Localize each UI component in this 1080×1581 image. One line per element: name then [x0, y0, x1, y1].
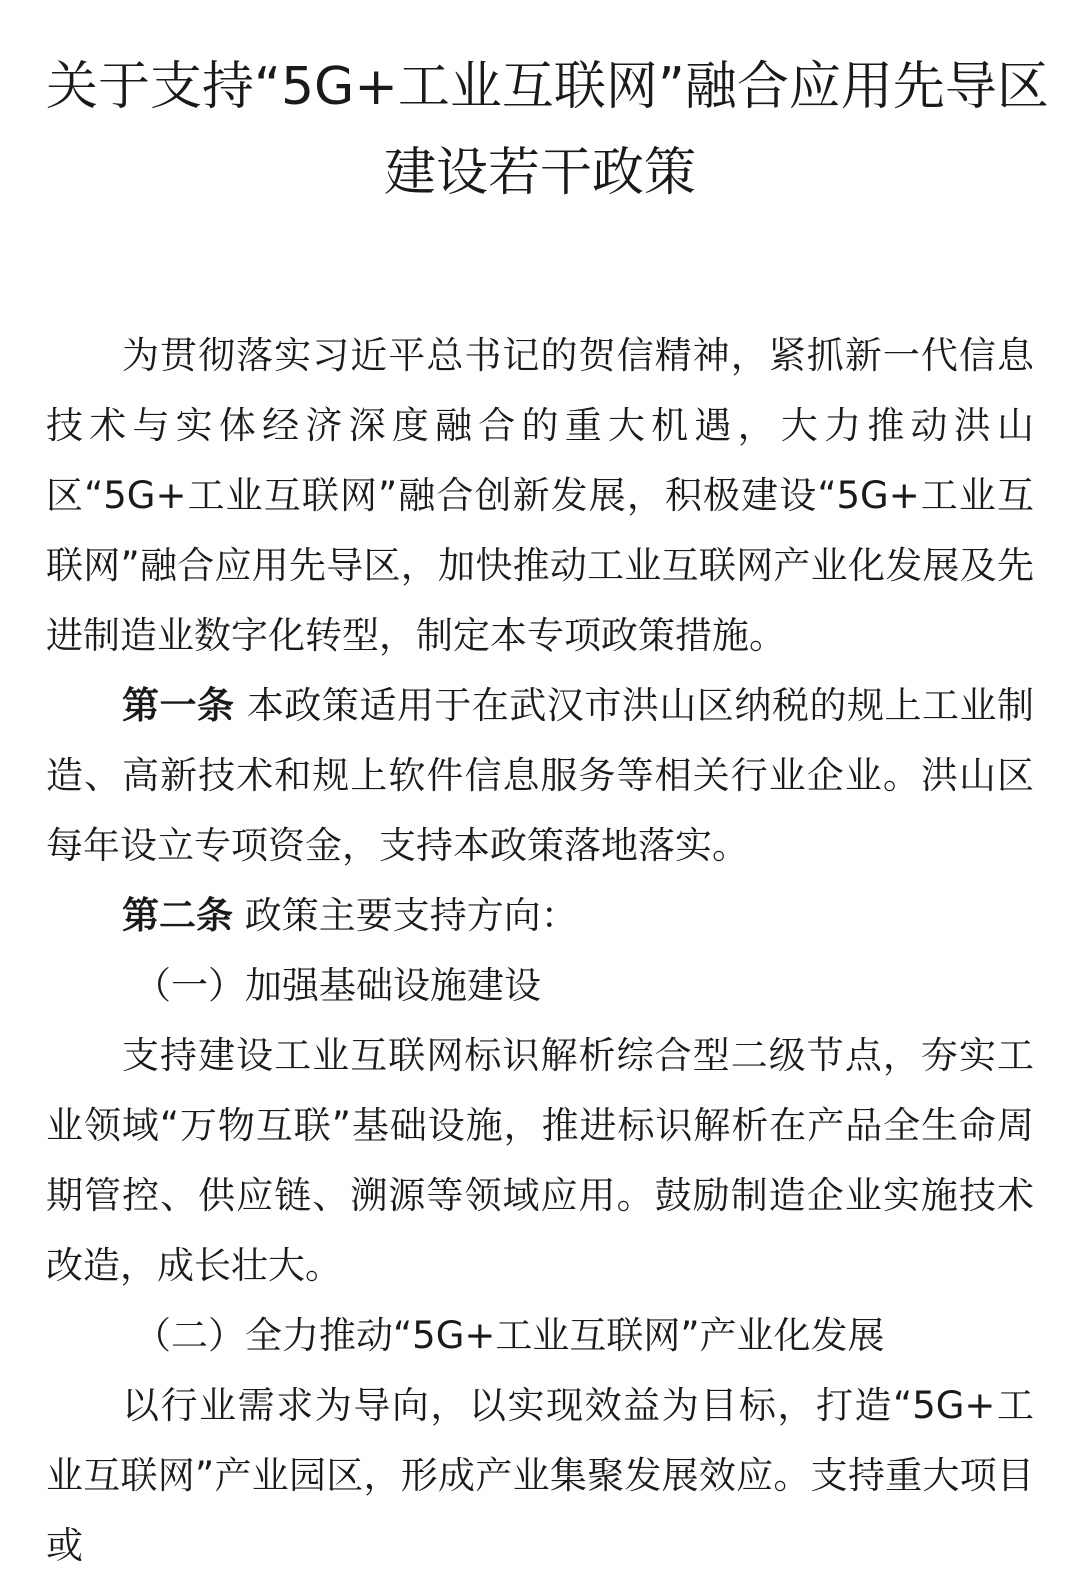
title-line-2: 建设若干政策 [383, 143, 696, 203]
document-title [46, 0, 1049, 216]
document-body [46, 321, 1034, 1581]
intro-paragraph: 为贯彻落实习近平总书记的贺信精神，紧抓新一代信息技术与实体经济深度融合的重大机遇，大力推动洪山区“5G+工业互联网”融合创新发展，积极建设“5G+工业互联网”融合应用先导区，加快推动工业互联网产业化发展及先进制造业数字化转型，制定本专项政策措施。 [46, 334, 1034, 657]
article-2-text: 政策主要支持方向： [244, 894, 578, 937]
section-2-heading: （二）全力推动“5G+工业互联网”产业化发展 [134, 1314, 885, 1357]
article-1-text: 本政策适用于在武汉市洪山区纳税的规上工业制造、高新技术和规上软件信息服务等相关行业企业。洪山区每年设立专项资金，支持本政策落地落实。 [46, 684, 1035, 867]
title-line-1: 关于支持“5G+工业互联网”融合应用先导区 [46, 57, 1049, 117]
section-1-paragraph: 支持建设工业互联网标识解析综合型二级节点，夯实工业领域“万物互联”基础设施，推进标识解析在产品全生命周期管控、供应链、溯源等领域应用。鼓励制造企业实施技术改造，成长壮大。 [46, 1034, 1034, 1287]
article-2-paragraph [46, 881, 1034, 951]
article-1-heading: 第一条 [122, 684, 235, 727]
policy-document [46, 0, 1049, 1581]
article-1-paragraph [46, 671, 1034, 881]
article-2-heading: 第二条 [122, 894, 233, 937]
section-2-paragraph: 以行业需求为导向，以实现效益为目标，打造“5G+工业互联网”产业园区，形成产业集聚发展效应。支持重大项目或 [46, 1384, 1034, 1567]
section-1-heading: （一）加强基础设施建设 [134, 964, 541, 1007]
